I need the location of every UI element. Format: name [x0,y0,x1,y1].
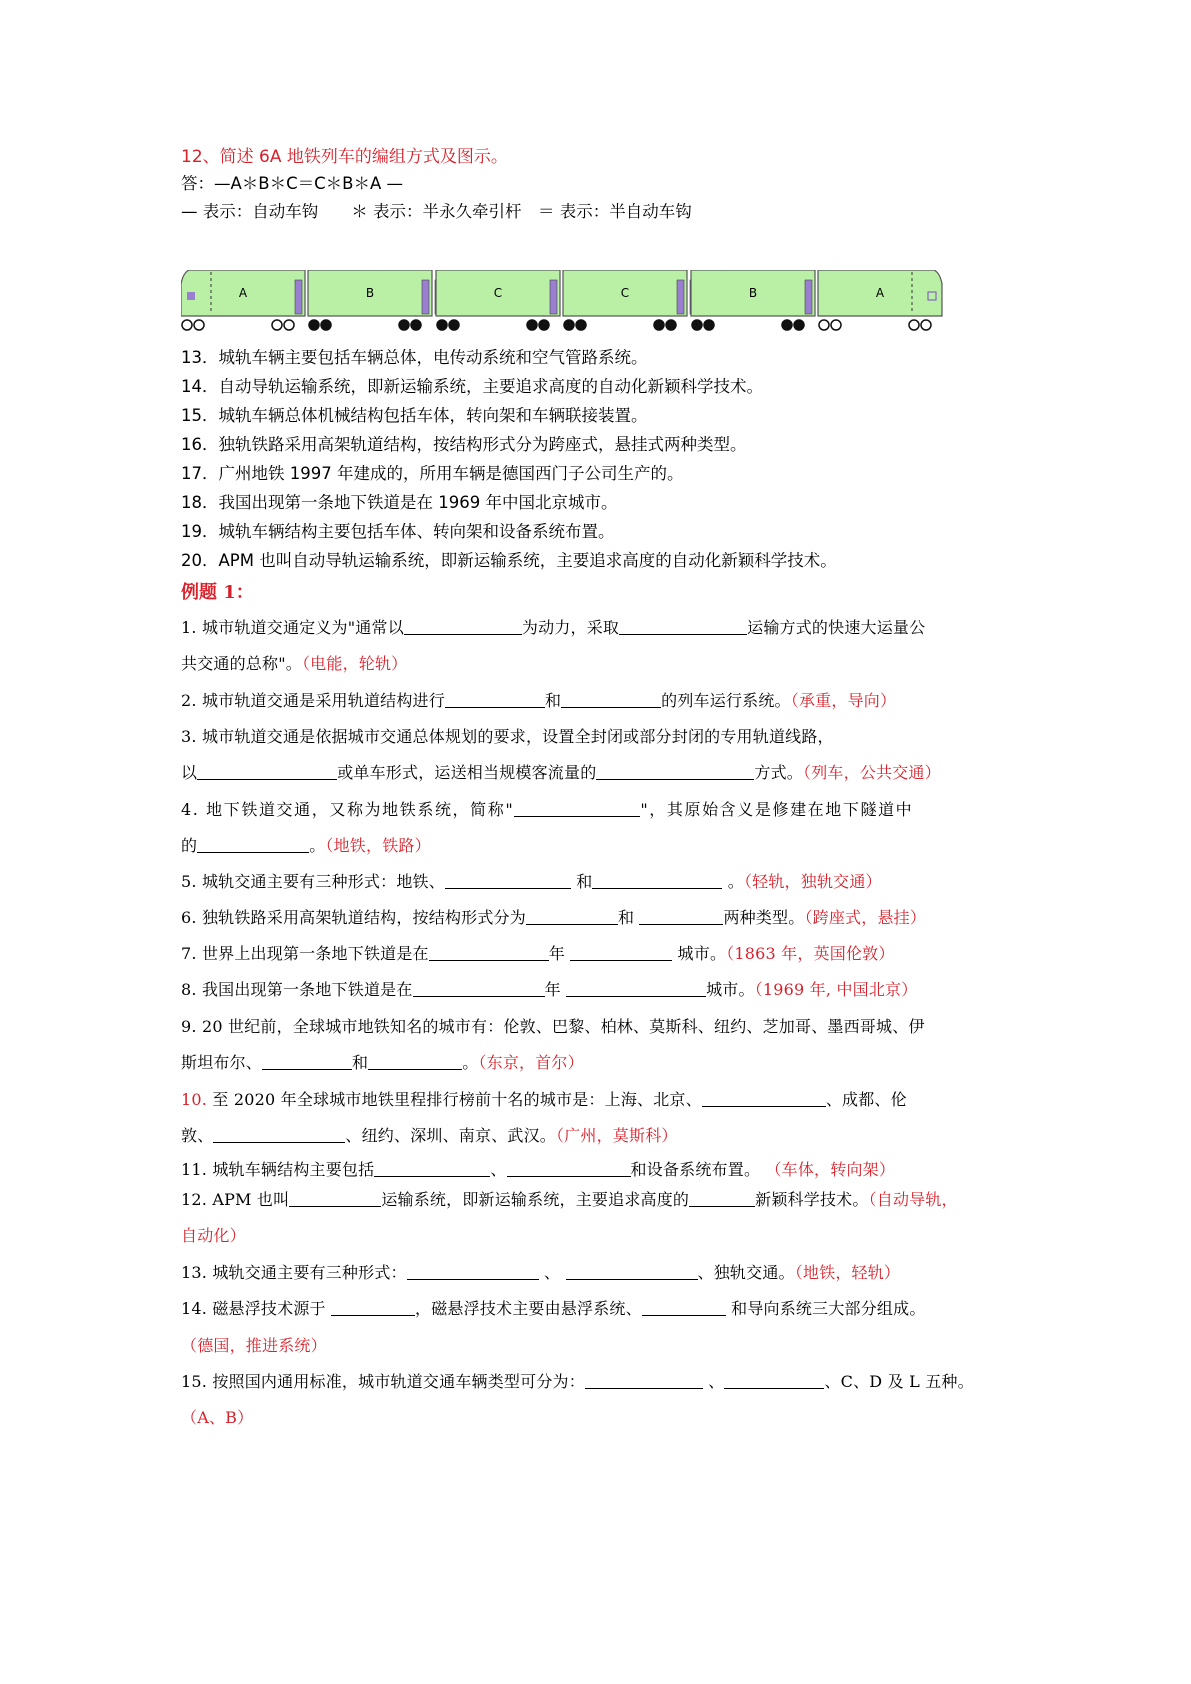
question-7 [181,941,1021,964]
question-text: 11. 城轨车辆结构主要包括 [181,1160,375,1179]
answer-blank[interactable] [289,1190,381,1207]
coupler [550,280,557,314]
fact-item: 20．APM 也叫自动导轨运输系统，即新运输系统，主要追求高度的自动化新颖科学技术。 [181,551,837,570]
question-4-line-2 [181,833,1021,856]
coupler [677,280,684,314]
question-text: 两种类型。 [723,908,805,927]
question-9-line-1: 9. 20 世纪前，全球城市地铁知名的城市有：伦敦、巴黎、柏林、莫斯科、纽约、芝加哥、墨西哥城、伊 [181,1017,925,1036]
answer-blank[interactable] [566,980,706,997]
trailer-wheel [284,320,294,330]
question-text: 的列车运行系统。 [661,691,791,710]
answer-key: （地铁，铁路） [325,836,431,855]
fact-item: 16．独轨铁路采用高架轨道结构，按结构形式分为跨座式，悬挂式两种类型。 [181,435,747,454]
answer-blank[interactable] [445,872,571,889]
question-12-line-2: 自动化） [181,1226,246,1245]
fact-item: 19．城轨车辆结构主要包括车体、转向架和设备系统布置。 [181,522,615,541]
cab-light [187,292,195,300]
train-diagram [181,270,1021,350]
question-text: 年 [544,980,567,999]
question-text: 15. 按照国内通用标准，城市轨道交通车辆类型可分为： [181,1372,585,1391]
motor-wheel [309,320,319,330]
question-text: ，磁悬浮技术主要由悬浮系统、 [415,1299,642,1318]
question-text: 4. 地下铁道交通，又称为地铁系统，简称" [181,800,515,819]
question-text: 共交通的总称"。 [181,654,302,673]
answer-key: （1969 年, 中国北京） [754,980,918,999]
question-1-line-2 [181,651,1021,674]
question-3-line-2 [181,760,1021,783]
question-text: 年 [548,944,571,963]
motor-wheel [527,320,537,330]
question-2 [181,688,1021,711]
motor-wheel [399,320,409,330]
question-text: 和 [352,1053,369,1072]
answer-key: （1863 年，英国伦敦） [726,944,895,963]
motor-wheel [654,320,664,330]
answer-key: （轻轨，独轨交通） [743,872,882,891]
question-10-line-2 [181,1123,1021,1146]
fact-item: 18．我国出现第一条地下铁道是在 1969 年中国北京城市。 [181,493,618,512]
question-text: 和导向系统三大部分组成。 [725,1299,926,1318]
question-number: 10. [181,1090,208,1109]
question-6 [181,905,1021,928]
question-text: 、 [538,1263,566,1282]
motor-wheel [692,320,702,330]
answer-blank[interactable] [197,836,309,853]
coupler [805,280,812,314]
question-text: 12. APM 也叫 [181,1190,290,1209]
answer-blank[interactable] [331,1299,415,1316]
answer-key: （跨座式，悬挂） [804,908,927,927]
motor-wheel [576,320,586,330]
motor-wheel [321,320,331,330]
question-text: 。 [722,872,744,891]
answer-blank[interactable] [514,800,640,817]
question-text: 。 [309,836,326,855]
question-text: 、独轨交通。 [697,1263,795,1282]
question-text: 2. 城市轨道交通是采用轨道结构进行 [181,691,445,710]
question-1-line-1 [181,615,1021,638]
answer-blank[interactable] [407,1263,539,1280]
answer-blank[interactable] [197,763,337,780]
car-label: B [365,286,375,300]
question-text: 1. 城市轨道交通定义为"通常以 [181,618,404,637]
answer-key: （地铁，轻轨） [794,1263,901,1282]
question-12-title: 12、简述 6A 地铁列车的编组方式及图示。 [181,147,508,167]
answer-blank[interactable] [724,1372,824,1389]
trailer-wheel [819,320,829,330]
question-3-line-1: 3. 城市轨道交通是依据城市交通总体规划的要求，设置全封闭或部分封闭的专用轨道线路， [181,727,834,746]
answer-blank[interactable] [445,691,545,708]
question-15 [181,1369,1021,1392]
answer-blank[interactable] [526,908,618,925]
motor-wheel [449,320,459,330]
answer-blank[interactable] [585,1372,703,1389]
coupler-legend: — 表示：自动车钩 ＊ 表示：半永久牵引杆 ＝ 表示：半自动车钩 [181,202,692,221]
question-text: 8. 我国出现第一条地下铁道是在 [181,980,413,999]
question-text: 或单车形式，运送相当规模客流量的 [337,763,597,782]
motor-wheel [704,320,714,330]
answer-blank[interactable] [404,618,522,635]
fact-item: 15．城轨车辆总体机械结构包括车体，转向架和车辆联接装置。 [181,406,648,425]
question-text: 和设备系统布置。 [630,1160,766,1179]
trailer-wheel [921,320,931,330]
train-cars [181,270,942,330]
trailer-wheel [182,320,192,330]
question-text: 7. 世界上出现第一条地下铁道是在 [181,944,429,963]
motor-wheel [564,320,574,330]
question-text: 以 [181,763,198,782]
question-text: 和 [570,872,593,891]
motor-wheel [411,320,421,330]
motor-wheel [782,320,792,330]
question-text: 、C、D 及 L 五种。 [824,1372,974,1391]
car-label: C [620,286,630,300]
trailer-wheel [909,320,919,330]
question-text: 5. 城轨交通主要有三种形式：地铁、 [181,872,445,891]
question-8 [181,977,1021,1000]
question-text: 和 [544,691,562,710]
answer-blank[interactable] [639,908,723,925]
car-label: C [493,286,503,300]
question-14 [181,1296,1021,1319]
fact-item: 14．自动导轨运输系统，即新运输系统，主要追求高度的自动化新颖科学技术。 [181,377,763,396]
car-label: A [238,286,248,300]
coupler [422,280,429,314]
question-text: 、 [490,1160,507,1179]
question-text: 、纽约、深圳、南京、武汉。 [345,1126,557,1145]
motor-wheel [437,320,447,330]
question-11 [181,1157,1021,1180]
car-label: A [875,286,885,300]
question-text: 13. 城轨交通主要有三种形式： [181,1263,407,1282]
question-text: "，其原始含义是修建在地下隧道中 [640,800,914,819]
answer-key: （广州，莫斯科） [556,1126,678,1145]
answer-blank[interactable] [368,1053,462,1070]
question-text: 14. 磁悬浮技术源于 [181,1299,332,1318]
question-12-line-1 [181,1187,1021,1210]
trailer-wheel [194,320,204,330]
question-9-line-2 [181,1050,1021,1073]
answer-key: （列车，公共交通） [803,763,941,782]
question-12-answer: 答：—A＊B＊C＝C＊B＊A — [181,174,404,193]
question-text: 城市。 [706,980,755,999]
question-10-line-1 [181,1087,1021,1110]
answer-blank[interactable] [566,1263,698,1280]
question-text: 。 [462,1053,479,1072]
answer-blank[interactable] [413,980,545,997]
trailer-wheel [272,320,282,330]
answer-blank[interactable] [213,1126,345,1143]
example-heading: 例题 1： [181,582,254,603]
fact-item: 13．城轨车辆主要包括车辆总体，电传动系统和空气管路系统。 [181,348,648,367]
answer-blank[interactable] [689,1190,755,1207]
question-text: 至 2020 年全球城市地铁里程排行榜前十名的城市是：上海、北京、 [207,1090,702,1109]
question-15-answer: （A、B） [181,1408,254,1427]
question-text: 6. 独轨铁路采用高架轨道结构，按结构形式分为 [181,908,526,927]
question-text: 运输方式的快速大运量公 [747,618,926,637]
answer-key: （承重，导向） [790,691,897,710]
question-text: 和 [617,908,640,927]
question-13 [181,1260,1021,1283]
answer-key: （东京，首尔） [478,1053,584,1072]
question-text: 敦、 [181,1126,214,1145]
question-text: 斯坦布尔、 [181,1053,263,1072]
motor-wheel [539,320,549,330]
car-label: B [748,286,758,300]
answer-blank[interactable] [374,1160,490,1177]
question-14-answer: （德国，推进系统） [181,1336,327,1355]
motor-wheel [794,320,804,330]
question-text: 、成都、伦 [825,1090,907,1109]
coupler [295,280,302,314]
fact-item: 17．广州地铁 1997 年建成的，所用车辆是德国西门子公司生产的。 [181,464,684,483]
answer-blank[interactable] [702,1090,826,1107]
answer-blank[interactable] [570,944,672,961]
question-text: 、 [702,1372,725,1391]
answer-blank[interactable] [507,1160,631,1177]
answer-key: （车体，转向架） [765,1160,896,1179]
answer-key: （电能，轮轨） [301,654,408,673]
question-text: 新颖科学技术。 [755,1190,869,1209]
answer-blank[interactable] [561,691,661,708]
answer-blank[interactable] [592,872,722,889]
question-4-line-1 [181,797,1021,820]
question-text: 的 [181,836,198,855]
answer-blank[interactable] [619,618,747,635]
answer-blank[interactable] [596,763,754,780]
question-text: 为动力，采取 [521,618,620,637]
question-text: 方式。 [754,763,804,782]
answer-key: （自动导轨， [868,1190,958,1209]
question-text: 城市。 [672,944,727,963]
question-text: 运输系统，即新运输系统，主要追求高度的 [381,1190,690,1209]
answer-blank[interactable] [429,944,549,961]
answer-blank[interactable] [642,1299,726,1316]
question-5 [181,869,1021,892]
trailer-wheel [831,320,841,330]
answer-blank[interactable] [262,1053,352,1070]
motor-wheel [666,320,676,330]
